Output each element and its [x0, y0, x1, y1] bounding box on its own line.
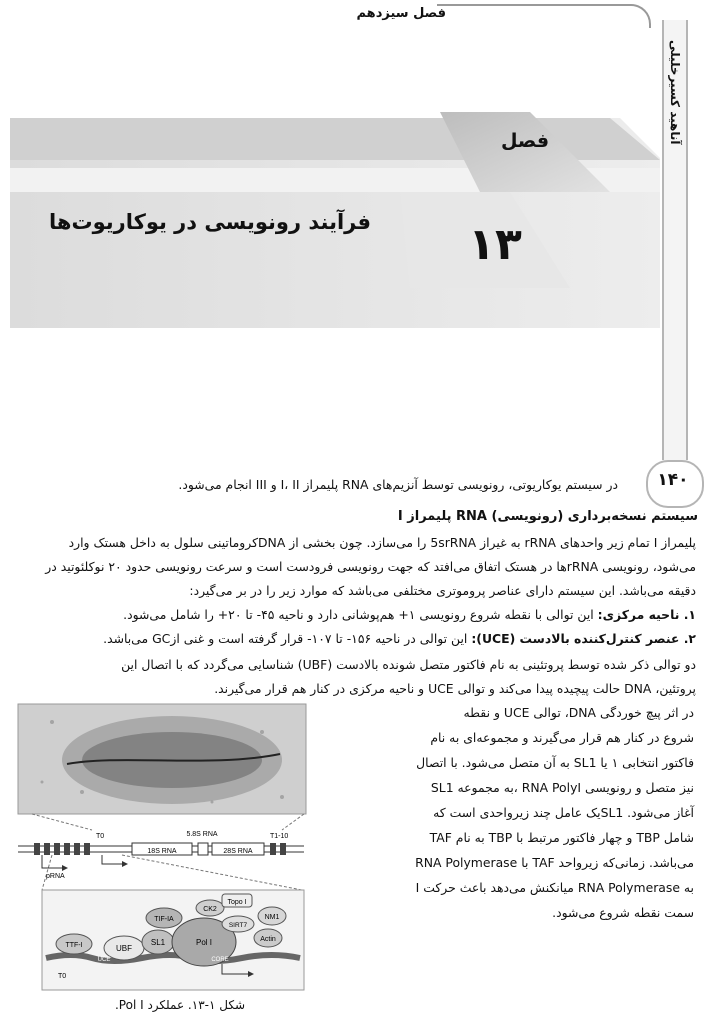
para3-line-2: شروع در کنار هم قرار می‌گیرند و مجموعه‌ای به نام [430, 730, 694, 745]
repeat-block-5 [74, 843, 80, 855]
para1-line-3: دقیقه می‌باشد. این سیستم دارای عناصر پروموتری مختلفی می‌باشد که موارد زیر را در بر می‌گیرد: [189, 583, 696, 598]
rna28-label: 28S RNA [223, 848, 253, 855]
list-item-2-label: ۲. عنصر کنترل‌کننده بالادست (UCE): [471, 631, 696, 646]
para3-line-5: آغاز می‌شود. SL1یک عامل چند زیرواحدی است که [433, 805, 694, 820]
list-item-1 [123, 606, 696, 624]
chapter-title: فرآیند رونویسی در یوکاریوت‌ها [49, 210, 371, 234]
ubf-label: UBF [116, 944, 132, 953]
side-author-text: آناهید کسیرخلیلی [668, 40, 682, 145]
para3-line-6: شامل TBP و چهار فاکتور مرتبط با TBP به نام TAF [429, 830, 694, 845]
ck2-label: CK2 [203, 906, 217, 913]
ttfi-label: TTF-I [65, 942, 83, 949]
chapter-banner [10, 88, 660, 328]
chapter-number: ۱۳ [468, 219, 522, 270]
t110-label: T1-10 [270, 833, 289, 840]
list-item-1-text: این توالی با نقطه شروع رونویسی ۱+ هم‌پوشانی دارد و ناحیه ۴۵- تا ۲۰+ را شامل می‌شود. [123, 607, 598, 622]
t0-bottom-label: T0 [58, 973, 67, 980]
zoom-line-left [32, 814, 92, 830]
repeat-block-8 [280, 843, 286, 855]
figure-caption: شکل ۱-۱۳. عملکرد Pol I. [114, 998, 246, 1012]
sirt7-label: SIRT7 [228, 922, 248, 929]
repeat-block-3 [54, 843, 60, 855]
topo-label: Topo I [227, 899, 247, 906]
list-item-1-label: ۱. ناحیه مرکزی: [597, 607, 696, 622]
para2-line-1: دو توالی ذکر شده توسط پروتئینی به نام فاکتور متصل شونده بالادست (UBF) شناسایی می‌گردد که با اتصال این [121, 657, 696, 672]
section-heading: سیستم نسخه‌برداری (رونویسی) RNA پلیمراز I [397, 509, 698, 524]
header-rule [437, 4, 651, 28]
para3-line-7: می‌باشد. زمانی‌که زیرواحد TAF با RNA Polymerase [415, 855, 694, 870]
rna58-box [198, 843, 208, 855]
repeat-block-7 [270, 843, 276, 855]
page-number: ۱۴۰ [657, 470, 689, 490]
repeat-block-2 [44, 843, 50, 855]
core-label: CORE [211, 957, 229, 963]
running-head: فصل سیزدهم [356, 6, 446, 21]
para3-line-8: I میانکنش می‌دهد باعث حرکت RNA Polymerase به [415, 880, 694, 895]
tifia-label: TIF-IA [154, 916, 174, 923]
intro-line: در سیستم یوکاریوتی، رونویسی توسط آنزیم‌های RNA پلیمراز I، II و III انجام می‌شود. [178, 477, 618, 492]
list-item-2 [103, 630, 696, 648]
rna58-label: 5.8S RNA [186, 831, 218, 838]
prna-arrowhead [62, 865, 68, 871]
repeat-block-4 [64, 843, 70, 855]
list-item-2-text: این توالی در ناحیه ۱۵۶- تا ۱۰۷- قرار گرفته است و غنی ازGC می‌باشد. [103, 631, 472, 646]
repeat-block-1 [34, 843, 40, 855]
para2-line-2: پروتئین، DNA حالت پیچیده پیدا می‌کند و توالی UCE و ناحیه مرکزی در کنار هم قرار می‌گیرند. [214, 681, 696, 696]
nm1-label: NM1 [264, 914, 280, 921]
repeat-block-6 [84, 843, 90, 855]
prna-label: pRNA [46, 873, 65, 880]
t0-top-label: T0 [96, 833, 105, 840]
rna18-label: 18S RNA [147, 848, 177, 855]
sl1-label: SL1 [150, 938, 166, 947]
pol1-label: Pol I [195, 938, 213, 947]
para1-line-1: پلیمراز I تمام زیر واحدهای rRNA به غیراز 5srRNA را می‌سازد. چون بخشی از DNAکروماتینی سلول به داخل هستک وارد [68, 535, 696, 550]
tss-arrowhead [122, 861, 128, 867]
para1-line-2: می‌شود، رونویسی rRNAها در هستک اتفاق می‌افتد که جهت رونویسی فرودست است و سرعت رونویسی حدود ۲۰ نوکلئوتید در [45, 559, 696, 574]
inset-zoom-right [122, 855, 302, 890]
para3-line-3: فاکتور انتخابی ۱ یا SL1 به آن متصل می‌شود. با اتصال [416, 755, 694, 770]
prna-arrow [42, 855, 62, 868]
pol1-figure [12, 702, 308, 994]
uce-label: UCE [97, 957, 111, 963]
para3-line-1: در اثر پیچ خوردگی DNA، توالی UCE و نقطه [463, 705, 694, 720]
para3-line-4: SL1 به مجموعه، RNA PolyI نیز متصل و رونویسی [430, 780, 694, 795]
chapter-word: فصل [500, 130, 550, 152]
para3-line-9: سمت نقطه شروع می‌شود. [552, 905, 694, 920]
tss-arrow [102, 855, 122, 864]
actin-label: Actin [260, 936, 276, 943]
zoom-line-right [282, 814, 304, 830]
